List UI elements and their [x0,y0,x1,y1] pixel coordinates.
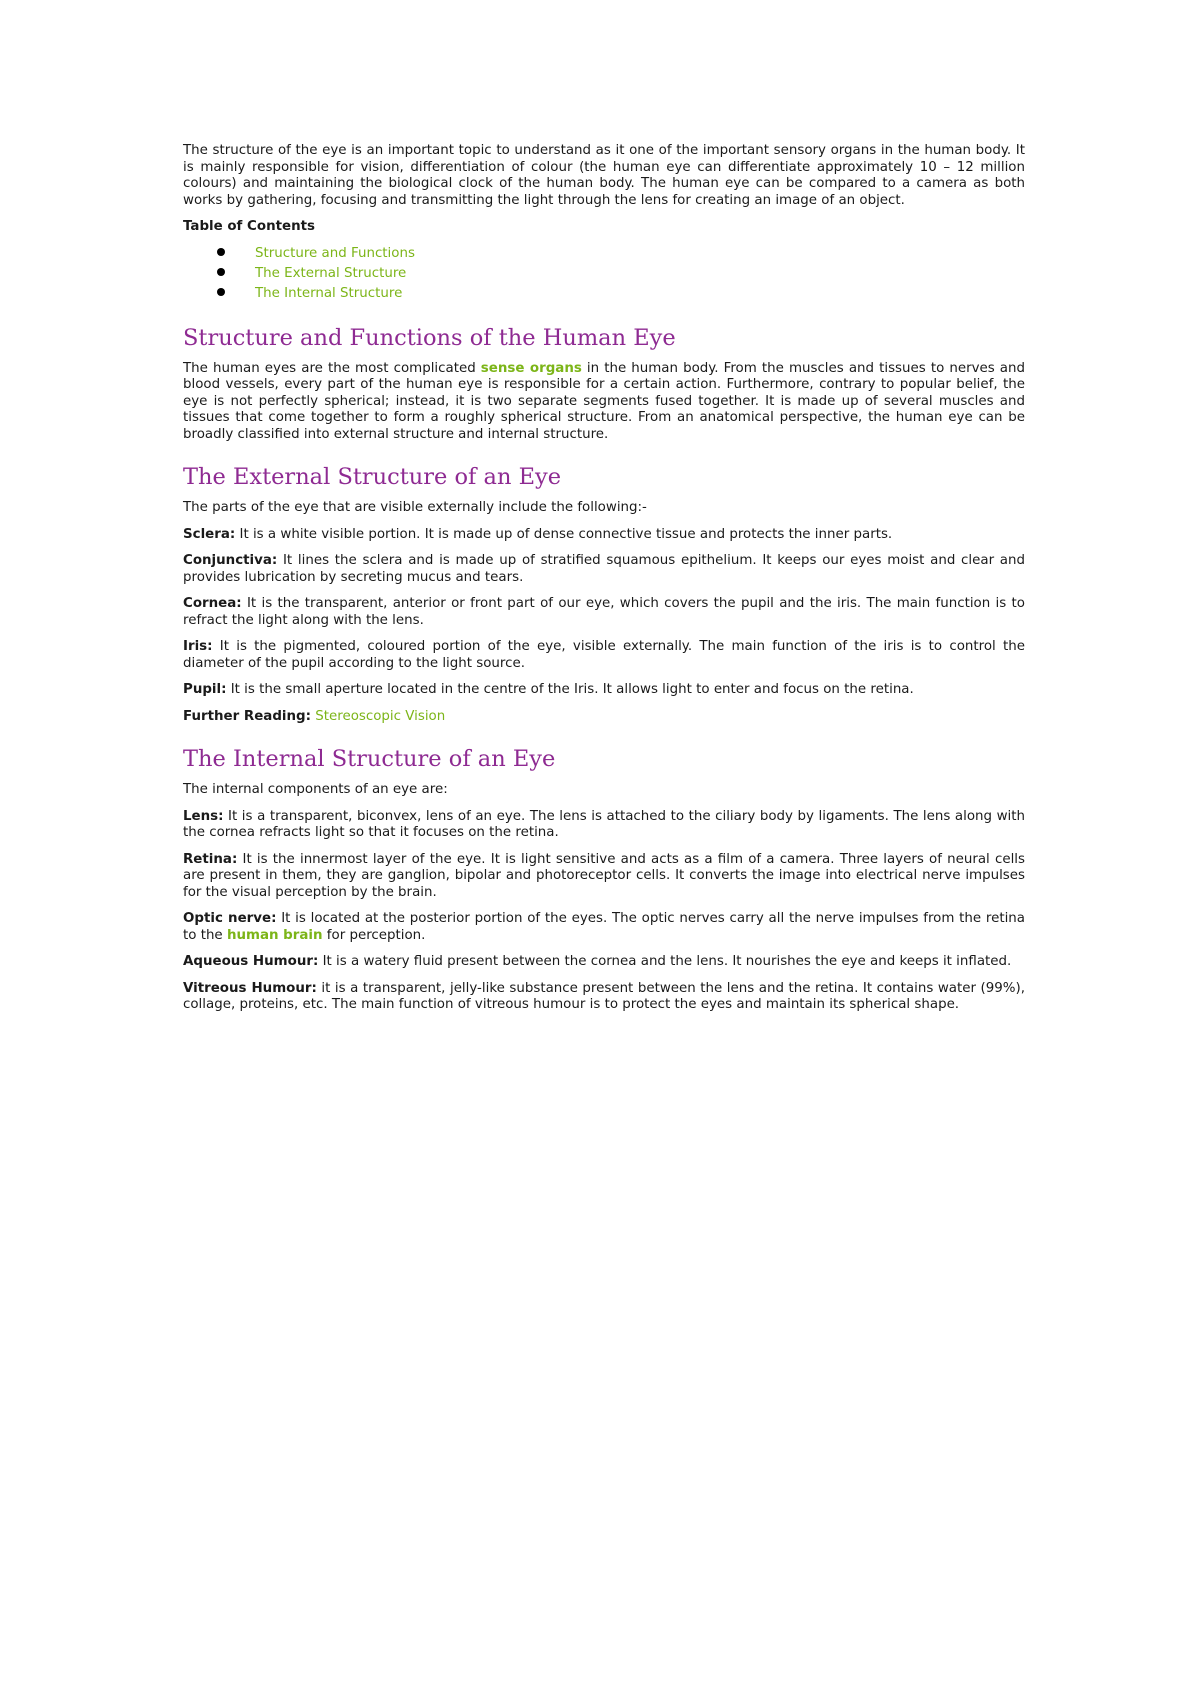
retina-paragraph [183,852,1025,902]
further-reading-label: Further Reading: [183,708,311,724]
text: It is the innermost layer of the eye. It is light sensitive and acts as a film of a camera. Three layers of neural cells are present in them, they are ganglion, bipolar and photoreceptor cells. It converts the image into electrical nerve impulses for the visual perception by the brain. [183,851,1025,900]
bullet-icon [217,268,225,276]
toc-title: Table of Contents [183,219,315,234]
term-label: Optic nerve: [183,911,277,926]
table-of-contents [183,244,1025,304]
text: It is a transparent, biconvex, lens of an eye. The lens is attached to the ciliary body by ligaments. The lens along with the cornea refracts light so that it focuses on the retina. [183,808,1025,840]
document-page [183,143,1025,1024]
bullet-icon [217,248,225,256]
lens-paragraph [183,809,1025,842]
further-reading [183,709,1025,726]
vitreous-humour-paragraph [183,981,1025,1014]
text: It is the transparent, anterior or front part of our eye, which covers the pupil and the iris. The main function is to refract the light along with the lens. [183,596,1025,628]
optic-nerve-paragraph [183,911,1025,944]
term-label: Retina: [183,851,238,867]
toc-item [183,264,1025,284]
term-label: Pupil: [183,682,227,697]
term-label: Lens: [183,808,224,824]
section3-intro: The internal components of an eye are: [183,782,448,797]
text: it is a transparent, jelly-like substance present between the lens and the retina. It contains water (99%), collage, proteins, etc. The main function of vitreous humour is to protect the eyes and maintain its spherical shape. [183,980,1026,1012]
term-label: Conjunctiva: [183,553,278,568]
text: for perception. [322,927,426,943]
term-label: Aqueous Humour: [183,954,319,969]
iris-paragraph [183,639,1025,672]
toc-link-internal-structure[interactable]: The Internal Structure [255,285,403,301]
text: It lines the sclera and is made up of stratified squamous epithelium. It keeps our eyes moist and clear and provides lubrication by secreting mucus and tears. [183,553,1025,585]
text: It is the pigmented, coloured portion of the eye, visible externally. The main function of the iris is to control the diameter of the pupil according to the light source. [183,639,1025,671]
text: It is a watery fluid present between the cornea and the lens. It nourishes the eye and keeps it inflated. [318,954,1012,969]
text: The human eyes are the most complicated [183,360,481,376]
sclera-paragraph [183,527,1025,544]
section-heading-external-structure: The External Structure of an Eye [183,464,562,490]
toc-item [183,284,1025,304]
term-label: Sclera: [183,526,236,542]
toc-item [183,244,1025,264]
text: It is the small aperture located in the centre of the Iris. It allows light to enter and focus on the retina. [226,682,914,697]
section-heading-structure-functions: Structure and Functions of the Human Eye [183,324,676,351]
intro-paragraph: The structure of the eye is an important topic to understand as it one of the important sensory organs in the human body. It is mainly responsible for vision, differentiation of colour (the human eye can differentiate approximately 10 – 12 million colours) and maintaining the biological clock of the human body. The human eye can be compared to a camera as both works by gathering, focusing and transmitting the light through the lens for creating an image of an object. [183,143,1025,208]
text: It is a white visible portion. It is made up of dense connective tissue and protects the inner parts. [235,526,893,542]
pupil-paragraph [183,682,1025,699]
toc-link-external-structure[interactable]: The External Structure [255,265,407,281]
human-brain-link[interactable]: human brain [226,927,323,943]
conjunctiva-paragraph [183,553,1025,586]
cornea-paragraph [183,596,1025,629]
term-label: Iris: [183,639,213,654]
term-label: Cornea: [183,596,242,611]
section-heading-internal-structure: The Internal Structure of an Eye [183,746,556,772]
section1-paragraph [183,361,1025,444]
text: It is located at the posterior portion of the eyes. The optic nerves carry all the nerve impulses from the retina to the [183,911,1025,943]
text: in the human body. From the muscles and tissues to nerves and blood vessels, every part of the human eye is responsible for a certain action. Furthermore, contrary to popular belief, the eye is not perfectly spherical; instead, it is two separate segments fused together. It is made up of several muscles and tissues that come together to form a roughly spherical structure. From an anatomical perspective, the human eye can be broadly classified into external structure and internal structure. [183,360,1025,442]
term-label: Vitreous Humour: [183,980,317,996]
section2-intro: The parts of the eye that are visible externally include the following:- [183,500,647,515]
aqueous-humour-paragraph [183,954,1025,971]
bullet-icon [217,288,225,296]
sense-organs-link[interactable]: sense organs [480,360,582,376]
toc-link-structure-functions[interactable]: Structure and Functions [255,245,415,261]
stereoscopic-vision-link[interactable]: Stereoscopic Vision [315,708,446,724]
